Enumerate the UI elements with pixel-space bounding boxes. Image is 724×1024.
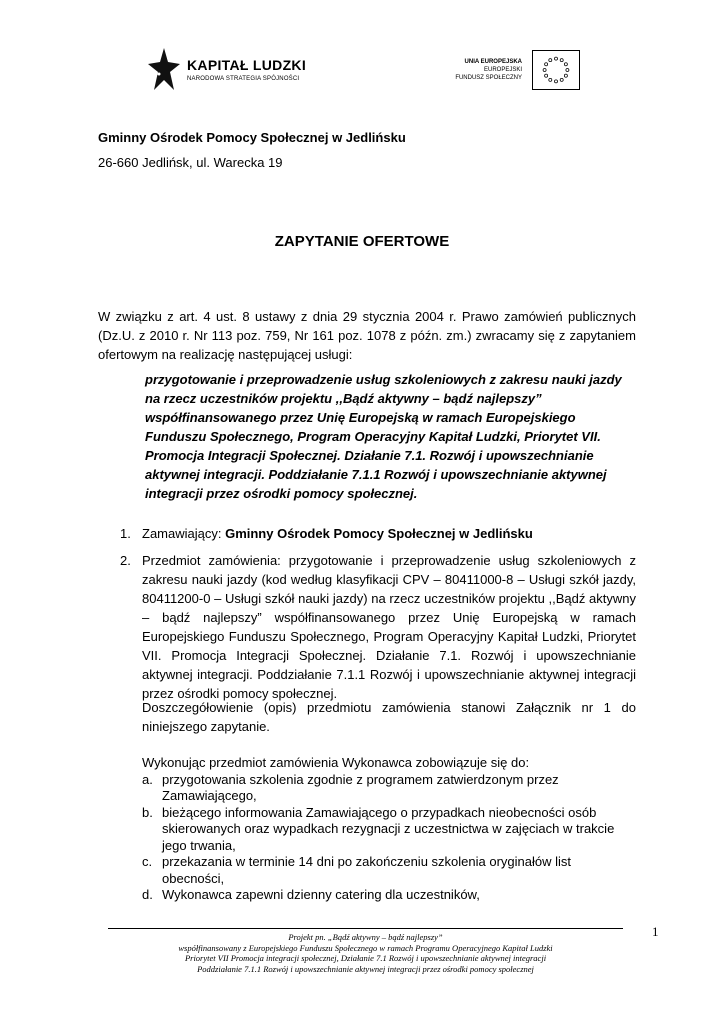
organization-name: Gminny Ośrodek Pomocy Społecznej w Jedlińsku: [98, 130, 406, 145]
duty-letter: b.: [142, 804, 153, 820]
kl-logo-title: KAPITAŁ LUDZKI: [187, 56, 307, 73]
item-number: 2.: [120, 553, 131, 568]
orderer-label: Zamawiający:: [142, 526, 226, 541]
duty-text: Wykonawca zapewni dzienny catering dla uczestników,: [162, 887, 480, 902]
duty-letter: d.: [142, 887, 153, 902]
detail-paragraph: Doszczegółowienie (opis) przedmiotu zamówienia stanowi Załącznik nr 1 do niniejszego zapytanie.: [142, 700, 636, 734]
list-item: [142, 805, 636, 855]
duty-text: przygotowania szkolenia zgodnie z programem zatwierdzonym przez Zamawiającego,: [162, 771, 559, 803]
subject-text: Przedmiot zamówienia: przygotowanie i przeprowadzenie usług szkoleniowych z zakresu nauki jazdy (kod według klasyfikacji CPV – 80411000-8 – Usługi szkół jazdy, 80411200-0 – Usługi szkół nauki jazdy) na rzecz uczestników projektu ,,Bądź aktywny – bądź najlepszy” współfinansowanego przez Unię Europejską w ramach Europejskiego Funduszu Społecznego, Program Operacyjny Kapitał Ludzki, Priorytet VII. Promocja Integracji Społecznej. Działanie 7.1. Rozwój i upowszechnianie aktywnej integracji. Poddziałanie 7.1.1 Rozwój i upowszechnianie aktywnej integracji przez ośrodki pomocy społecznej.: [142, 553, 636, 701]
duty-letter: c.: [142, 854, 153, 869]
duty-text: przekazania w terminie 14 dni po zakończeniu szkolenia oryginałów list obecności,: [162, 854, 571, 886]
header-logos: [147, 43, 580, 96]
list-item: [142, 854, 636, 887]
numbered-item-orderer: [98, 524, 636, 543]
duties-intro: Wykonując przedmiot zamówienia Wykonawca zobowiązuje się do:: [142, 755, 530, 770]
list-item: [142, 772, 636, 805]
duty-letter: a.: [142, 771, 153, 787]
eu-logo-line3: FUNDUSZ SPOŁECZNY: [455, 74, 522, 81]
orderer-value: Gminny Ośrodek Pomocy Społecznej w Jedlińsku: [225, 526, 533, 541]
footer-divider: [108, 928, 623, 929]
footer-line: Projekt pn. „Bądź aktywny – bądź najlepszy”: [288, 932, 443, 942]
item-number: 1.: [120, 526, 131, 541]
intro-paragraph: W związku z art. 4 ust. 8 ustawy z dnia 29 stycznia 2004 r. Prawo zamówień publicznych (Dz.U. z 2010 r. Nr 113 poz. 759, Nr 161 poz. 1078 z późn. zm.) zwracamy się z zapytaniem ofertowym na realizację następującej usługi:: [98, 309, 636, 362]
numbered-item-subject: [98, 551, 636, 703]
project-description: przygotowanie i przeprowadzenie usług szkoleniowych z zakresu nauki jazdy na rzecz uczestników projektu ,,Bądź aktywny – bądź najlepszy” współfinansowanego przez Unię Europejską w ramach Europejskiego Funduszu Społecznego, Program Operacyjny Kapitał Ludzki, Priorytet VII. Promocja Integracji Społecznej. Działanie 7.1. Rozwój i upowszechnianie aktywnej integracji. Poddziałanie 7.1.1 Rozwój i upowszechnianie aktywnej integracji przez ośrodki pomocy społecznej.: [145, 372, 622, 501]
eu-logo-line2: EUROPEJSKI: [483, 66, 522, 73]
kapital-ludzki-star-icon: [147, 44, 181, 96]
eu-flag-icon: [532, 50, 580, 90]
page-number: 1: [652, 924, 659, 939]
list-item: [142, 887, 636, 904]
footer-line: Poddziałanie 7.1.1 Rozwój i upowszechnianie aktywnej integracji przez ośrodki pomocy społecznej: [197, 963, 534, 974]
eu-logo-line1: UNIA EUROPEJSKA: [464, 58, 522, 65]
page-footer: [108, 932, 623, 974]
footer-line: Priorytet VII Promocja integracji społecznej, Działanie 7.1 Rozwój i upowszechnianie aktywnej integracji: [184, 953, 547, 963]
organization-address: 26-660 Jedlińsk, ul. Warecka 19: [98, 155, 283, 170]
eu-logo: [440, 43, 580, 96]
kl-logo-subtitle: NARODOWA STRATEGIA SPÓJNOŚCI: [187, 75, 300, 82]
duty-text: bieżącego informowania Zamawiającego o przypadkach nieobecności osób skierowanych oraz wypadkach rezygnacji z uczestnictwa w zajęciach w trakcie jego trwania,: [162, 804, 615, 853]
footer-line: współfinansowany z Europejskiego Funduszu Społecznego w ramach Programu Operacyjnego Kapitał Ludzki: [178, 942, 553, 953]
duties-list: [142, 755, 636, 904]
kapital-ludzki-logo: [147, 43, 347, 96]
document-title: ZAPYTANIE OFERTOWE: [274, 233, 450, 250]
